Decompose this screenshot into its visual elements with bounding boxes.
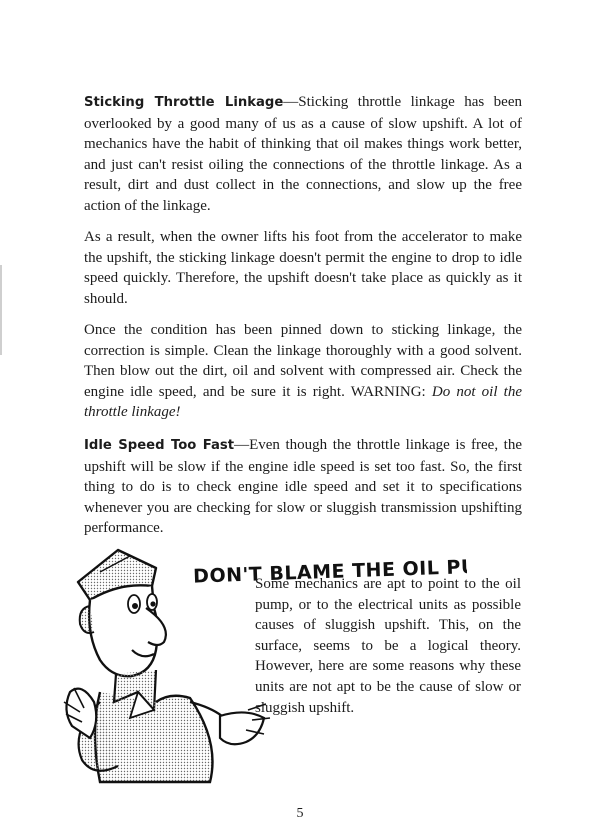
sidebar-paragraph: Some mechanics are apt to point to the oil pump, or to the electrical units as possible causes of sluggish upshift. This, on the surface, seems to be a logical theory. However, here are some reasons why these units are not apt to be the cause of slow or sluggish upshift. bbox=[255, 576, 521, 716]
warning-text: Do not oil the throttle linkage! bbox=[84, 383, 522, 421]
section-heading: Idle Speed Too Fast bbox=[84, 438, 235, 453]
paragraph-text: —Even though the throttle linkage is free, the upshift will be slow if the engine idle speed is set too fast. So, the first thing to do is to check engine idle speed and set it to specifications whenever you are checking for slow or sluggish transmission upshifting performance. bbox=[84, 437, 523, 537]
paragraph-owner-lifts-foot bbox=[84, 227, 522, 309]
paragraph-correction bbox=[84, 320, 522, 423]
paragraph-sticking-throttle-linkage bbox=[84, 92, 522, 217]
margin-mark bbox=[0, 265, 2, 355]
paragraph-text: —Sticking throttle linkage has been overlooked by a good many of us as a cause of slow upshift. A lot of mechanics have the habit of thinking that oil makes things work better, and just can't resist oiling the connections of the throttle linkage. As a result, dirt and dust collect in the connections, and slow up the free action of the linkage. bbox=[84, 94, 522, 214]
section-heading: Sticking Throttle Linkage bbox=[84, 95, 284, 110]
banner-title: DON'T BLAME THE OIL PUMP bbox=[192, 554, 467, 588]
page-number: 5 bbox=[296, 806, 304, 821]
paragraph-idle-speed-too-fast bbox=[84, 435, 522, 539]
warning-label: WARNING: bbox=[350, 383, 426, 400]
paragraph-text: Once the condition has been pinned down to sticking linkage, the correction is simple. Clean the linkage thoroughly with a good solvent. Then blow out the dirt, oil and solvent with compressed air. Check the engine idle speed, and be sure it is right. bbox=[84, 322, 522, 400]
paragraph-text: As a result, when the owner lifts his foot from the accelerator to make the upshift, the sticking linkage doesn't permit the engine to drop to idle speed quickly. Therefore, the upshift doesn't take place as quickly as it should. bbox=[84, 229, 522, 307]
